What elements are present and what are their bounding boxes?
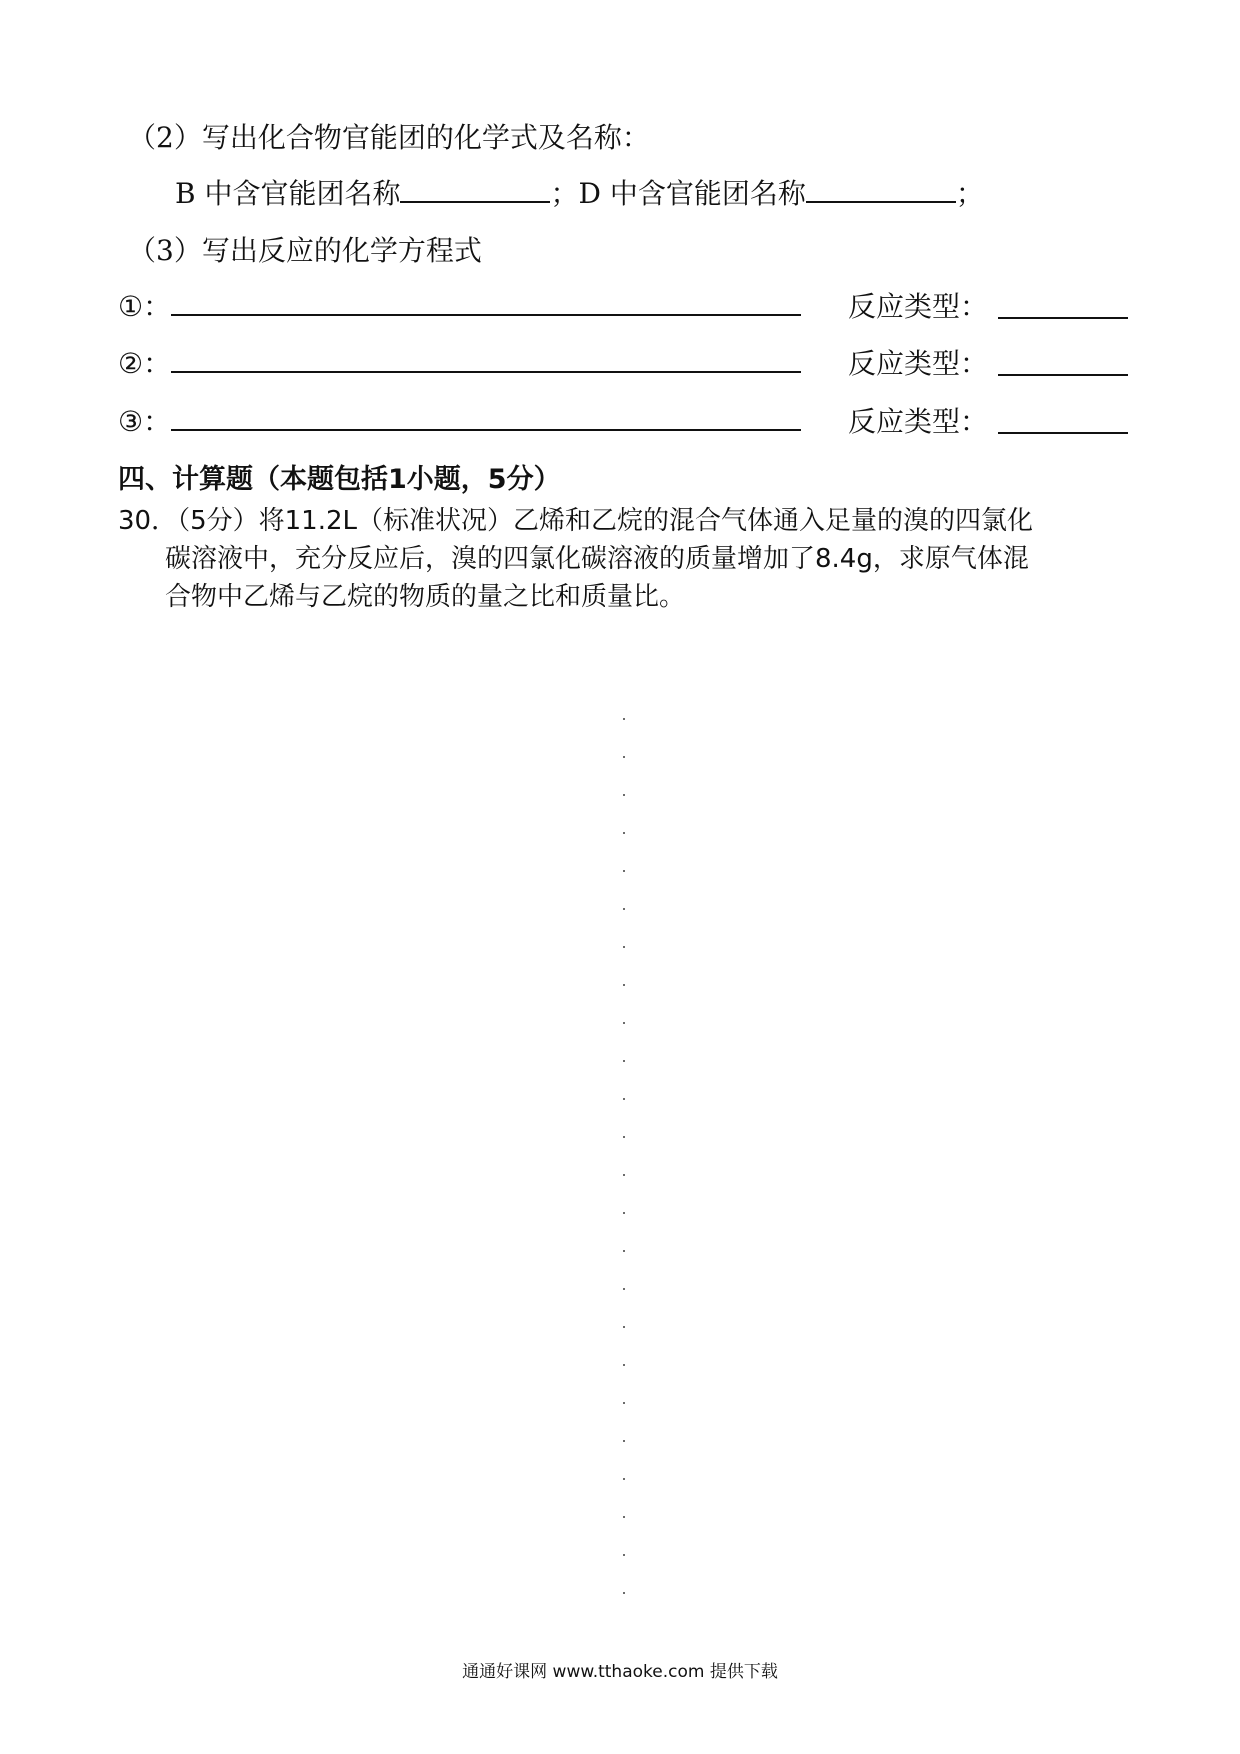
reaction-row	[118, 289, 1128, 325]
end-mark: ；	[955, 177, 984, 210]
d-answer-blank[interactable]	[806, 179, 956, 203]
separator: ；	[550, 177, 579, 210]
d-label: D 中含官能团名称	[578, 177, 806, 210]
q30-line1: 30．（5分）将11.2L（标准状况）乙烯和乙烷的混合气体通入足量的溴的四氯化	[118, 506, 1034, 536]
q30-line3: 合物中乙烯与乙烷的物质的量之比和质量比。	[165, 582, 686, 612]
reaction-marker: ②：	[118, 347, 172, 380]
reaction-row	[118, 346, 1128, 382]
footer-text: 通通好课网 www.tthaoke.com 提供下载	[462, 1662, 778, 1682]
reaction-type-label: 反应类型：	[848, 290, 989, 323]
reaction-type-blank[interactable]	[998, 295, 1128, 319]
q30-line2: 碳溶液中，充分反应后，溴的四氯化碳溶液的质量增加了8.4g，求原气体混	[165, 544, 1029, 574]
section4-title: 四、计算题（本题包括1小题，5分）	[118, 464, 561, 495]
q3-heading: （3）写出反应的化学方程式	[128, 234, 482, 267]
reaction-row	[118, 404, 1128, 440]
b-answer-blank[interactable]	[400, 179, 550, 203]
reaction-type-blank[interactable]	[998, 410, 1128, 434]
reaction-type-label: 反应类型：	[848, 405, 989, 438]
equation-blank[interactable]	[171, 349, 801, 373]
reaction-marker: ①：	[118, 290, 172, 323]
q2-blank-line	[175, 176, 984, 212]
reaction-type-label: 反应类型：	[848, 347, 989, 380]
reaction-type-blank[interactable]	[998, 352, 1128, 376]
reaction-marker: ③：	[118, 405, 172, 438]
q2-heading: （2）写出化合物官能团的化学式及名称：	[128, 121, 650, 154]
equation-blank[interactable]	[171, 292, 801, 316]
fold-dotted-line	[622, 700, 626, 1630]
b-label: B 中含官能团名称	[175, 177, 401, 210]
equation-blank[interactable]	[171, 407, 801, 431]
